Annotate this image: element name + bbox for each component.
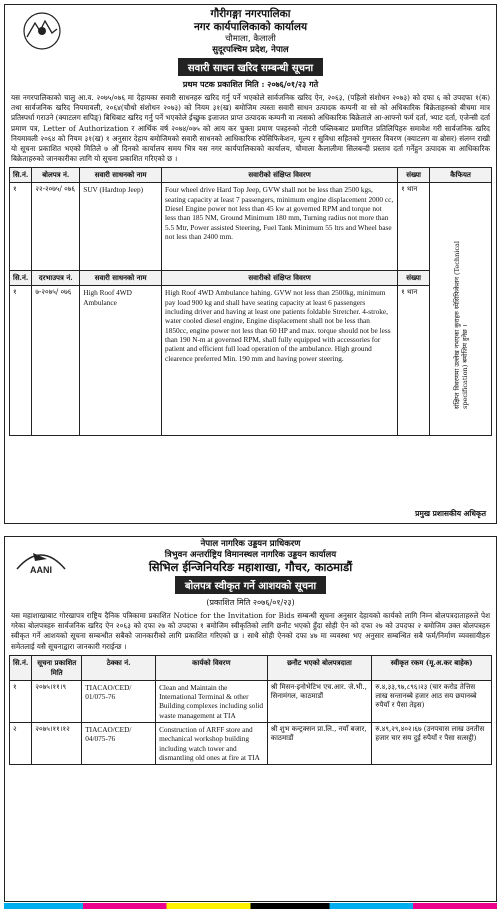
aani-logo-text: AANI xyxy=(30,565,52,575)
office-name: गौरीगङ्गा नगरपालिका xyxy=(210,8,291,20)
publish-date: प्रथम पटक प्रकाशित मिति : २०७६/०१/२३ गते xyxy=(182,79,319,89)
row-remark xyxy=(430,183,492,436)
office-name-2: त्रिभुवन अन्तर्राष्ट्रिय विमानस्थल नागरिक उड्डयन कार्यालय xyxy=(164,550,337,560)
table-row xyxy=(10,286,492,436)
notice-title-2: बोलपत्र स्वीकृत गर्ने आशयको सूचना xyxy=(175,576,326,594)
table-row xyxy=(10,723,492,765)
vehicle-table xyxy=(9,167,492,436)
row-sn: १ xyxy=(10,680,32,722)
office-sub: नगर कार्यपालिकाको कार्यालय xyxy=(193,21,308,33)
row-sn: १ xyxy=(10,183,32,271)
notice-paragraph: यस नगरपालिकाको चालु आ.व. २०७५/०७६ मा देहायका सवारी साधनहरु खरिद गर्नु पर्ने भएकोले सार्वजनिक खरिद ऐन, २०६३, (पहिलो संशोधन २०७३) को दफा ६ को उपदफा १(क) तथा सार्वजनिक खरिद नियमावली, २०६४(चौथो संशोधन २०७३) को नियम ३१(ख) बमोजिम त्यस्ता सवारी साधन उत्पादक कम्पनी वा सो को अधिकारिक बिक्रेताहरुको बीचमा मात्र प्रतिस्पर्धा गराउने (क्याटलग सपिङ्) बिधिबाट खरिद गर्नु पर्ने भएकोले ईच्छुक इजाजत प्राप्त उत्पादक कम्पनी वा त्यसको अधिकारिक बिक्रेताले आ-आफ्नो फर्म दर्ता, भ्याट दर्ता, एजेन्सी दर्ता प्रमाण पत्र, Letter of Authorization र आर्थिक वर्ष २०७४/०७५ को आय कर चुक्ता प्रमाण पत्रहरुको नोटरी पब्लिकबाट प्रमाणित प्रतिलिपिहरु समावेश गरी सार्वजनिक खरिद नियमावली २०६४ को नियम ३१(ख) १ अनुसार देहाय बमोजिमको सवारी साधनको आधिकारिक स्पेसिफिकेशन, मूल्य र सुविधा सहितको गुणस्तर विवरण (क्याटलग वा ब्रोसर) संलग्न राखी यो सूचना प्रकाशित भएको मितिले ७ औं दिनको कार्यालय समय भित्र यस नगर कार्यपालिकाको कार्यालय, चौमाला कैलालीमा सिलबन्दी प्रस्ताव दर्ता गर्नेहुन उत्पादक वा आधिकारिक बिक्रेताहरुको जानकारीका लागि यो सूचना प्रकाशित गरिएको छ । xyxy=(11,93,490,164)
notice-vehicle-purchase xyxy=(4,4,497,524)
notice-bid-acceptance xyxy=(4,536,497,902)
row-work: Clean and Maintain the International Terminal & other Building complexes including solid waste management at TIA xyxy=(156,680,268,722)
col-description: सवारीको संक्षिप्त विवरण xyxy=(162,168,398,183)
row-bid-no: ७-२०७५/ ०७६ xyxy=(32,286,80,436)
row-work: Construction of ARFF store and mechanical workshop building including watch tower and dismantling old ones at fire at TIA xyxy=(156,723,268,765)
row-vehicle-name: High Roof 4WD Ambulance xyxy=(80,286,162,436)
col-bid-no: बोलपत्र नं. xyxy=(32,168,80,183)
table-row xyxy=(10,183,492,271)
row-qty: १ थान xyxy=(398,286,430,436)
col-notice-date: सूचना प्रकाशित मिति xyxy=(32,655,82,680)
row-contract-no: TIACAO/CED/ 04/075-76 xyxy=(82,723,156,765)
row-date: २०७५।११।९ xyxy=(32,680,82,722)
col-sn-2: सि.नं. xyxy=(10,271,32,286)
col-selected-bidder: छनौट भएको बोलपत्रदाता xyxy=(267,655,372,680)
row-description: High Roof 4WD Ambulance hahing. GVW not less than 2500kg, minimum pay load 900 kg and shall have seating capacity at least 6 passengers including driver and having at least one patients foldable Stretcher. 4-stroke, water cooled diesel engine, Engine displacement shall not be less than 1850cc, engine power not less than 60 HP and max. torque should not be less than 190 N-m at governed RPM, shall fully equipped with accessories for patient and efficient full load operation of the ambulance. High ground clearence preferred Min. 190 mm and having power steering. xyxy=(162,286,398,436)
remark-text: संक्षिप्त विवरणमा उल्लेख नभएका कुराहरु स्पेसिफिकेशन (Technical specification) बमोजिम हुनेछ । xyxy=(452,241,469,410)
row-bidder: श्री मिसन-इनोभेटिभ एच.आर. जे.भी., सिनामंगल, काठमाडौं xyxy=(267,680,372,722)
publish-date-2: (प्रकाशित मिति २०७६/०१/२३) xyxy=(206,598,295,607)
col-qty-2: संख्या xyxy=(398,271,430,286)
signature: प्रमुख प्रशासकीय अधिकृत xyxy=(415,509,486,518)
notice-paragraph-2: यस महाशाखाबाट गोरखापत्र राष्ट्रिय दैनिक पत्रिकामा प्रकाशित Notice for the Invitation for Bids सम्बन्धी सूचना अनुसार देहायको कार्यको लागि निम्न बोलपत्रदाताहरुले पेश गरेका बोलपत्रहरु सार्वजनिक खरिद ऐन २०६३ को दफा २७ को उपदफा १ बमोजिम स्वीकृतिको लागि छनौट भएको हुँदा सोही ऐन को दफा २७ को उपदफा २ बमोजिम उक्त बोलपत्रहरु स्वीकृत गर्ने आशयको सूचना सम्बन्धीत सबैको जानकारीको लागि प्रकाशित गरिएको छ । साथै सोही ऐनको दफा ४७ मा व्यवस्था भए अनुसार सम्बन्धित सबै फर्म/निर्माण व्यवसायीहरु समेतलाई यसै सूचनाद्वारा जानकारी गराईन्छ । xyxy=(11,611,490,651)
col-quote-no: दरभाउपत्र नं. xyxy=(32,271,80,286)
print-color-bar xyxy=(4,903,497,909)
table-header-row-2 xyxy=(10,271,492,286)
notice-title: सवारी साधन खरिद सम्बन्धी सूचना xyxy=(178,58,323,76)
col-vehicle-name: सवारी साधनको नाम xyxy=(80,168,162,183)
row-date: २०७५।११।१२ xyxy=(32,723,82,765)
table-header-row xyxy=(10,168,492,183)
address-line2: सुदूरपश्चिम प्रदेश, नेपाल xyxy=(212,45,289,55)
row-contract-no: TIACAO/CED/ 01/075-76 xyxy=(82,680,156,722)
row-bidder: श्री शुभ कन्ट्रक्सन प्रा.लि., नयाँ बजार, काठमाडौं xyxy=(267,723,372,765)
table-row xyxy=(10,680,492,722)
col-qty: संख्या xyxy=(398,168,430,183)
contract-table xyxy=(9,655,492,765)
col-remark: कैफियत xyxy=(430,168,492,183)
row-sn: २ xyxy=(10,723,32,765)
col-work-description: कार्यको विवरण xyxy=(156,655,268,680)
col-approved-amount: स्वीकृत रकम (मू.अ.कर बाहेक) xyxy=(372,655,492,680)
address-line1: चौमाला, कैलाली xyxy=(225,34,276,44)
col-vehicle-name-2: सवारी साधनको नाम xyxy=(80,271,162,286)
row-amount: रु.४९,२९,४०२।६७ (उनपचास लाख उनतीस हजार चार सय दुई रुपैयाँ र पैसा सत्सट्ठी) xyxy=(372,723,492,765)
row-bid-no: २२-२०७५/ ०७६ xyxy=(32,183,80,271)
division-name: सिभिल ईन्जिनियरिङ महाशाखा, गौचर, काठमाडौं xyxy=(148,560,353,574)
row-description: Four wheel drive Hard Top Jeep, GVW shall not be less than 2500 kgs, seating capacity at least 7 passengers, minimum engine displacement 2000 cc, Diesel Engine power not less than 45 kw at governed RPM and torque not less than 185 NM, Ground Minimum 180 mm, Turning radius not more than 5.5 Mtr, Power assisted Steering, Fuel Tank Minimum 55 ltrs and Wheel base not less than 2400 mm. xyxy=(162,183,398,271)
col-sn: सि.नं. xyxy=(10,655,32,680)
nepal-emblem-icon xyxy=(19,11,65,51)
col-contract-no: ठेक्का नं. xyxy=(82,655,156,680)
aani-logo-icon xyxy=(13,545,69,575)
row-vehicle-name: SUV (Hardtop Jeep) xyxy=(80,183,162,271)
row-qty: १ थान xyxy=(398,183,430,271)
row-amount: रु.४,३३,९७,८९६।२३ (चार करोड तेत्तिस लाख सन्तानब्बे हजार आठ सय छयानब्बे रुपैयाँ र पैसा तेइस) xyxy=(372,680,492,722)
authority-name: नेपाल नागरिक उड्डयन प्राधिकरण xyxy=(200,539,301,549)
row-sn: १ xyxy=(10,286,32,436)
table-header-row xyxy=(10,655,492,680)
col-description-2: सवारीको संक्षिप्त विवरण xyxy=(162,271,398,286)
col-sn: सि.नं. xyxy=(10,168,32,183)
